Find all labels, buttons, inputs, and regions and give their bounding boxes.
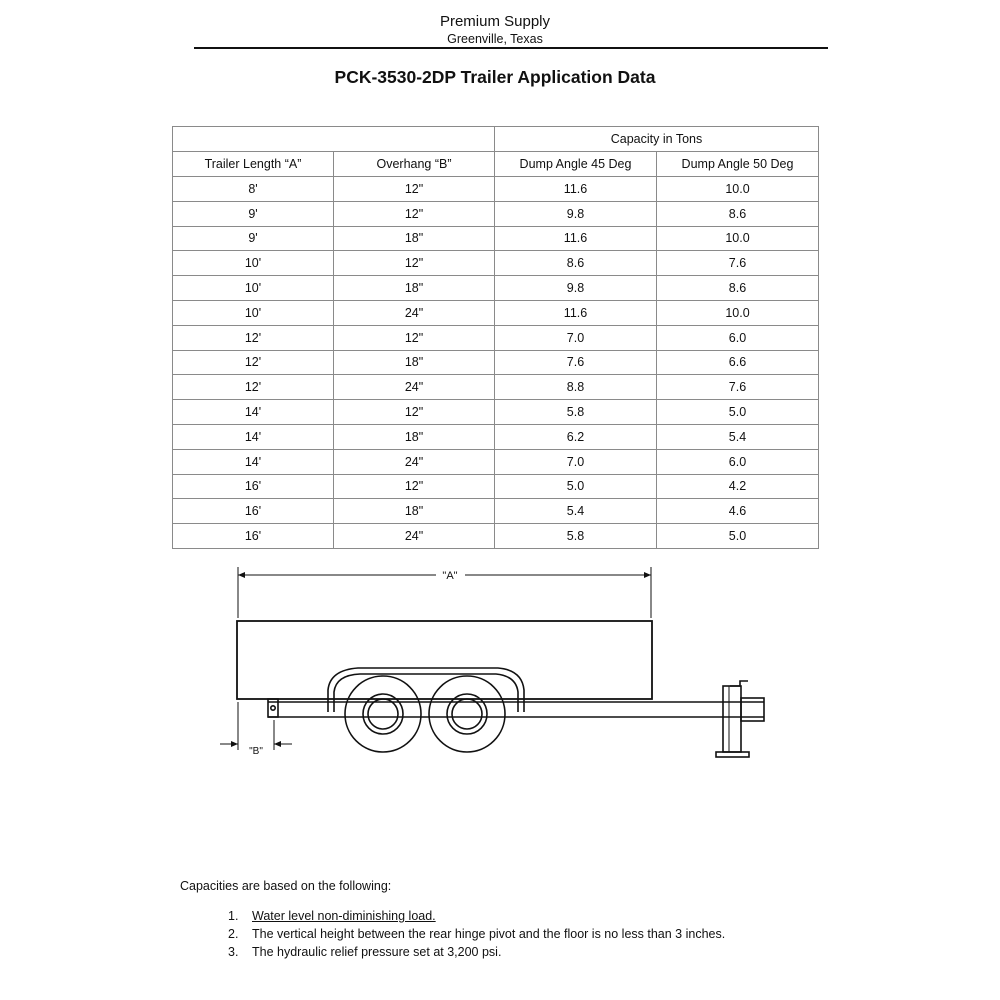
wheel-front-hub [368, 699, 398, 729]
column-header-overhang: Overhang “B” [334, 152, 495, 177]
cell-dump-45: 5.0 [495, 474, 657, 499]
cell-dump-50: 10.0 [657, 300, 819, 325]
table-column-header-row [173, 152, 819, 177]
table-row [173, 226, 819, 251]
cell-dump-50: 4.6 [657, 499, 819, 524]
cell-trailer-length: 16' [173, 474, 334, 499]
cell-trailer-length: 9' [173, 226, 334, 251]
cell-trailer-length: 16' [173, 499, 334, 524]
cell-overhang: 24" [334, 300, 495, 325]
note-number: 2. [228, 927, 239, 941]
cell-dump-50: 5.0 [657, 400, 819, 425]
cell-trailer-length: 12' [173, 325, 334, 350]
table-row [173, 524, 819, 549]
cell-trailer-length: 10' [173, 276, 334, 301]
cell-trailer-length: 12' [173, 350, 334, 375]
cell-overhang: 18" [334, 350, 495, 375]
wheel-front-tire [345, 676, 421, 752]
column-header-dump-45: Dump Angle 45 Deg [495, 152, 657, 177]
cell-dump-50: 4.2 [657, 474, 819, 499]
cell-trailer-length: 14' [173, 400, 334, 425]
dim-a-arrowhead-right [644, 572, 651, 578]
cell-dump-45: 11.6 [495, 226, 657, 251]
cell-overhang: 12" [334, 201, 495, 226]
table-row [173, 201, 819, 226]
note-number: 1. [228, 909, 239, 923]
table-blank-header-cell [173, 127, 495, 152]
cell-dump-50: 10.0 [657, 226, 819, 251]
table-row [173, 400, 819, 425]
wheel-rear-hub [452, 699, 482, 729]
note-text: The vertical height between the rear hinge pivot and the floor is no less than 3 inches. [252, 927, 726, 941]
dim-a-label: "A" [442, 570, 458, 582]
cell-trailer-length: 8' [173, 177, 334, 202]
cell-dump-45: 9.8 [495, 276, 657, 301]
wheel-front-rim [363, 694, 403, 734]
cell-dump-50: 5.4 [657, 424, 819, 449]
table-row [173, 449, 819, 474]
cell-dump-50: 7.6 [657, 375, 819, 400]
cell-dump-45: 11.6 [495, 300, 657, 325]
table-row [173, 424, 819, 449]
note-text: Water level non-diminishing load. [252, 909, 436, 923]
wheel-rear-rim [447, 694, 487, 734]
cell-overhang: 18" [334, 424, 495, 449]
dim-b-label: "B" [249, 746, 263, 757]
cell-overhang: 12" [334, 400, 495, 425]
cell-overhang: 18" [334, 499, 495, 524]
dim-b-arrowhead-right [274, 741, 281, 747]
cell-overhang: 18" [334, 226, 495, 251]
cell-dump-45: 8.8 [495, 375, 657, 400]
table-row [173, 474, 819, 499]
notes-intro: Capacities are based on the following: [180, 879, 392, 893]
dim-a-arrowhead-left [238, 572, 245, 578]
cell-trailer-length: 9' [173, 201, 334, 226]
cell-trailer-length: 10' [173, 300, 334, 325]
company-location: Greenville, Texas [447, 32, 543, 46]
cell-dump-45: 7.6 [495, 350, 657, 375]
header-divider [194, 47, 828, 49]
cell-trailer-length: 14' [173, 424, 334, 449]
table-row [173, 276, 819, 301]
cell-dump-45: 11.6 [495, 177, 657, 202]
trailer-bed [237, 621, 652, 699]
capacity-table [172, 126, 819, 549]
company-name: Premium Supply [439, 13, 551, 30]
cell-trailer-length: 12' [173, 375, 334, 400]
cell-dump-45: 5.8 [495, 524, 657, 549]
table-row [173, 251, 819, 276]
table-row [173, 300, 819, 325]
cell-overhang: 24" [334, 449, 495, 474]
cell-overhang: 24" [334, 375, 495, 400]
cell-dump-45: 7.0 [495, 325, 657, 350]
cell-dump-50: 7.6 [657, 251, 819, 276]
cell-dump-50: 5.0 [657, 524, 819, 549]
cell-dump-50: 6.0 [657, 325, 819, 350]
document-title: PCK-3530-2DP Trailer Application Data [334, 67, 656, 87]
cell-overhang: 12" [334, 474, 495, 499]
cell-dump-50: 8.6 [657, 201, 819, 226]
cell-overhang: 12" [334, 177, 495, 202]
trailer-side-view-drawing [210, 562, 770, 772]
cell-dump-50: 8.6 [657, 276, 819, 301]
table-row [173, 325, 819, 350]
cell-dump-45: 9.8 [495, 201, 657, 226]
cell-overhang: 24" [334, 524, 495, 549]
table-row [173, 375, 819, 400]
cell-dump-50: 6.6 [657, 350, 819, 375]
cell-overhang: 12" [334, 251, 495, 276]
cell-overhang: 12" [334, 325, 495, 350]
note-text: The hydraulic relief pressure set at 3,200 psi. [252, 945, 502, 959]
note-item [228, 943, 725, 961]
table-row [173, 177, 819, 202]
capacity-group-header: Capacity in Tons [495, 127, 819, 152]
notes-list [228, 907, 725, 961]
cell-trailer-length: 14' [173, 449, 334, 474]
hinge-pivot [271, 706, 275, 710]
jack-handle [730, 681, 748, 686]
jack-foot [716, 752, 749, 757]
table-group-header-row [173, 127, 819, 152]
table-row [173, 350, 819, 375]
cell-dump-45: 6.2 [495, 424, 657, 449]
table-body [173, 177, 819, 549]
cell-trailer-length: 10' [173, 251, 334, 276]
cell-overhang: 18" [334, 276, 495, 301]
table-row [173, 499, 819, 524]
cell-dump-50: 6.0 [657, 449, 819, 474]
cell-dump-45: 7.0 [495, 449, 657, 474]
note-item [228, 925, 725, 943]
cell-trailer-length: 16' [173, 524, 334, 549]
cell-dump-45: 5.4 [495, 499, 657, 524]
dim-b-arrowhead-left [231, 741, 238, 747]
fender-inner [334, 674, 518, 712]
wheel-rear-tire [429, 676, 505, 752]
jack-stand [723, 686, 741, 752]
note-item [228, 907, 725, 925]
column-header-dump-50: Dump Angle 50 Deg [657, 152, 819, 177]
column-header-trailer-length: Trailer Length “A” [173, 152, 334, 177]
cell-dump-50: 10.0 [657, 177, 819, 202]
cell-dump-45: 5.8 [495, 400, 657, 425]
cell-dump-45: 8.6 [495, 251, 657, 276]
note-number: 3. [228, 945, 239, 959]
